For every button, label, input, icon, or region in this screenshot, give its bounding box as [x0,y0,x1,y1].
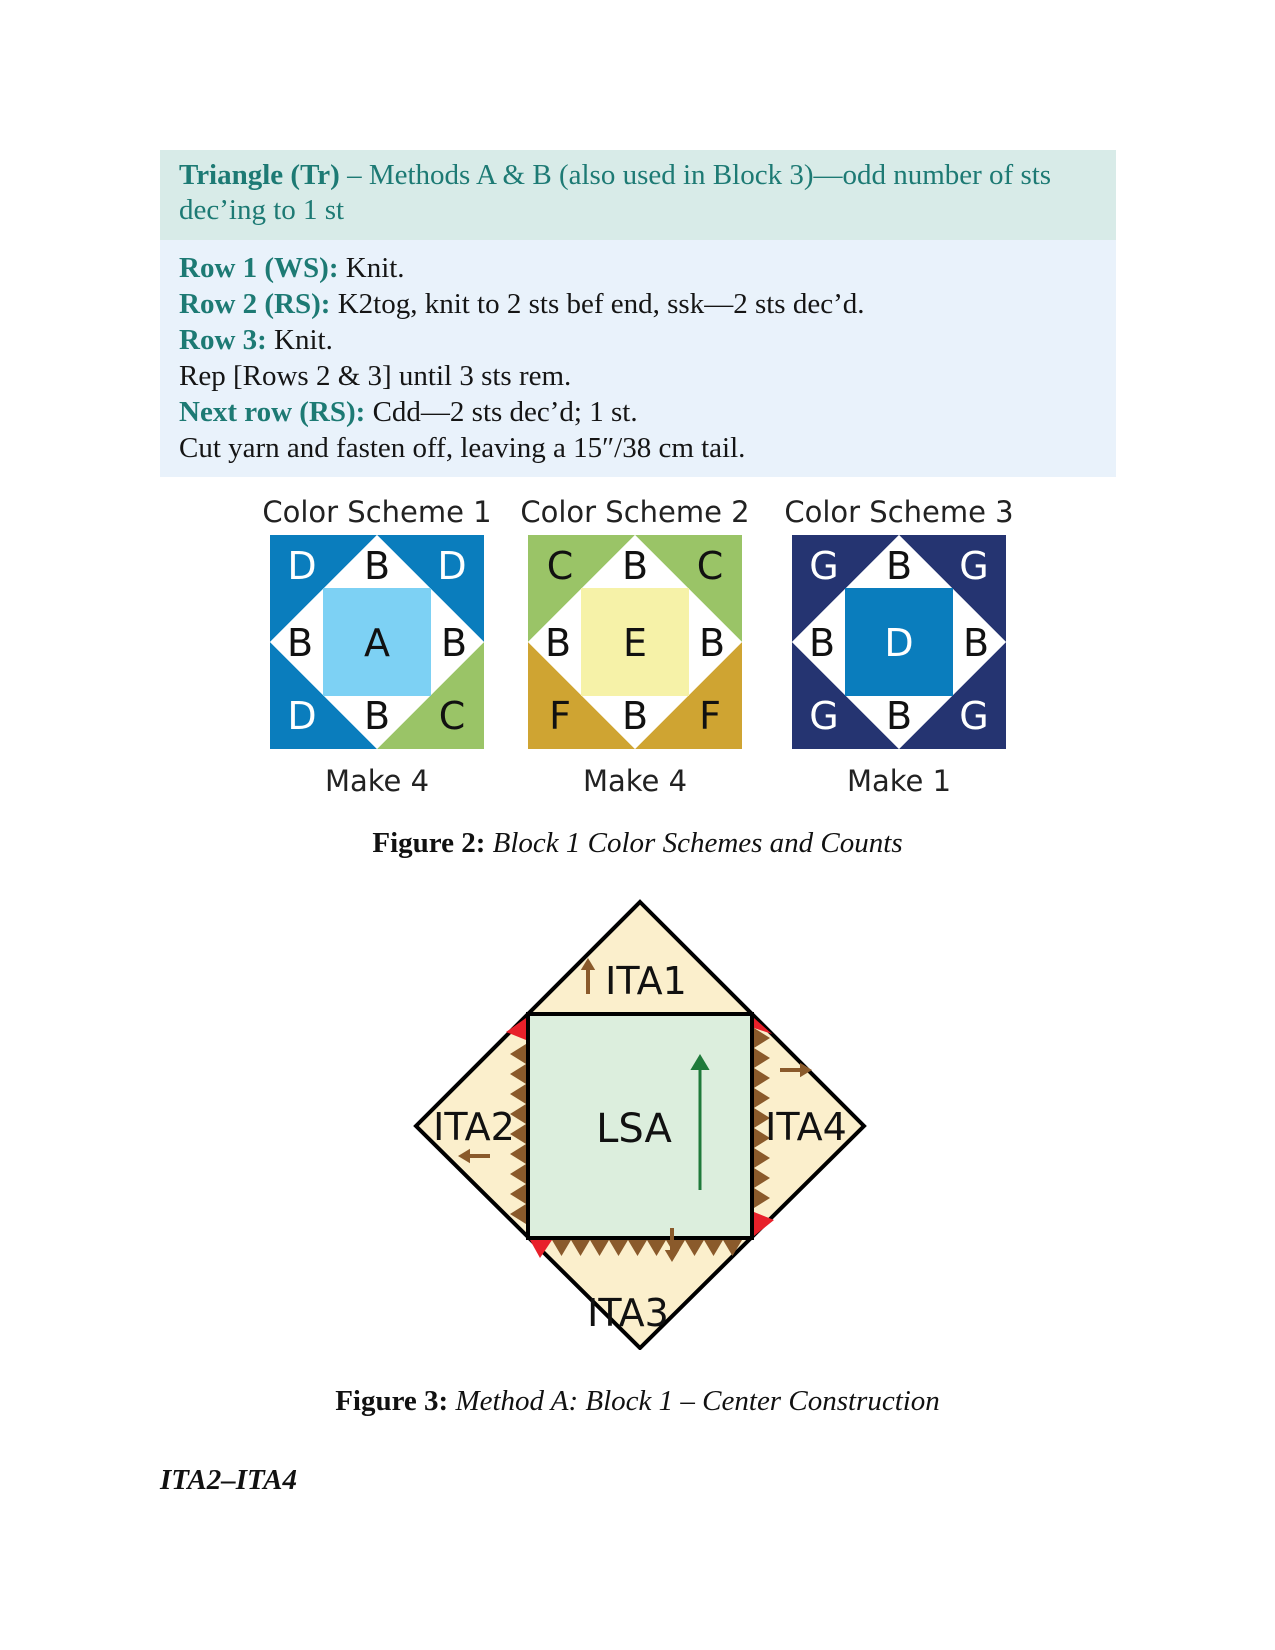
label-right-ita4: ITA4 [765,1105,847,1149]
triangle-title-rest: – Methods A & B (also used in Block 3)—odd number of sts dec’ing to 1 st [179,159,1052,226]
side-letter: B [621,694,649,738]
figure-2-text: Block 1 Color Schemes and Counts [485,827,903,859]
center-letter: E [622,621,648,665]
corner-letter: C [696,544,724,588]
row-text: K2tog, knit to 2 sts bef end, ssk—2 sts dec’d. [330,288,865,320]
section-heading-ita2-ita4: ITA2–ITA4 [160,1464,297,1496]
corner-letter: C [546,544,574,588]
figure-3-text: Method A: Block 1 – Center Construction [448,1385,940,1417]
scheme-count: Make 4 [582,764,688,798]
color-scheme-1 [262,495,491,798]
scheme-title: Color Scheme 1 [262,495,492,529]
instruction-row-1 [179,250,1097,286]
side-letter: B [808,621,836,665]
side-letter: B [962,621,990,665]
color-scheme-2 [520,495,749,798]
side-letter: B [286,621,314,665]
label-center-lsa: LSA [596,1106,672,1152]
row-text: Knit. [338,252,405,284]
scheme-count: Make 1 [846,764,952,798]
label-left-ita2: ITA2 [433,1105,515,1149]
corner-letter: D [437,544,467,588]
triangle-title-bold: Triangle (Tr) [179,159,340,191]
row-label: Next row (RS): [179,396,366,428]
row-label: Row 3: [179,324,267,356]
corner-letter: F [549,694,571,738]
center-letter: D [884,621,914,665]
center-letter: A [364,621,390,665]
side-letter: B [363,694,391,738]
corner-letter: D [287,544,317,588]
instruction-row-4 [179,358,1097,394]
corner-letter: C [438,694,466,738]
color-scheme-3 [784,495,1013,798]
side-letter: B [621,544,649,588]
corner-letter: G [959,694,989,738]
side-letter: B [544,621,572,665]
color-schemes-figure [0,490,1275,810]
row-text: Knit. [266,324,333,356]
row-text: Cdd—2 sts dec’d; 1 st. [365,396,638,428]
label-top-ita1: ITA1 [605,959,687,1003]
figure-3-caption [0,1384,1275,1418]
row-label: Row 1 (WS): [179,252,339,284]
figure-2-caption [0,826,1275,860]
center-construction-figure [0,890,1275,1350]
side-letter: B [440,621,468,665]
instruction-row-3 [179,322,1097,358]
side-letter: B [698,621,726,665]
row-label: Row 2 (RS): [179,288,331,320]
corner-letter: D [287,694,317,738]
construction-diagram [416,902,864,1348]
corner-letter: G [809,544,839,588]
row-text: Rep [Rows 2 & 3] until 3 sts rem. [179,360,572,392]
scheme-count: Make 4 [324,764,430,798]
scheme-title: Color Scheme 2 [520,495,750,529]
label-bottom-ita3: ITA3 [587,1291,669,1335]
scheme-title: Color Scheme 3 [784,495,1014,529]
figure-2-label: Figure 2: [372,827,486,859]
instruction-row-5 [179,394,1097,430]
instruction-row-6 [179,430,1097,466]
side-letter: B [363,544,391,588]
row-text: Cut yarn and fasten off, leaving a 15″/38 cm tail. [179,432,746,464]
corner-letter: G [959,544,989,588]
side-letter: B [885,544,913,588]
triangle-instructions-box [160,240,1116,477]
side-letter: B [885,694,913,738]
corner-letter: F [699,694,721,738]
figure-3-label: Figure 3: [335,1385,449,1417]
triangle-heading-box [160,150,1116,240]
instruction-row-2 [179,286,1097,322]
corner-letter: G [809,694,839,738]
